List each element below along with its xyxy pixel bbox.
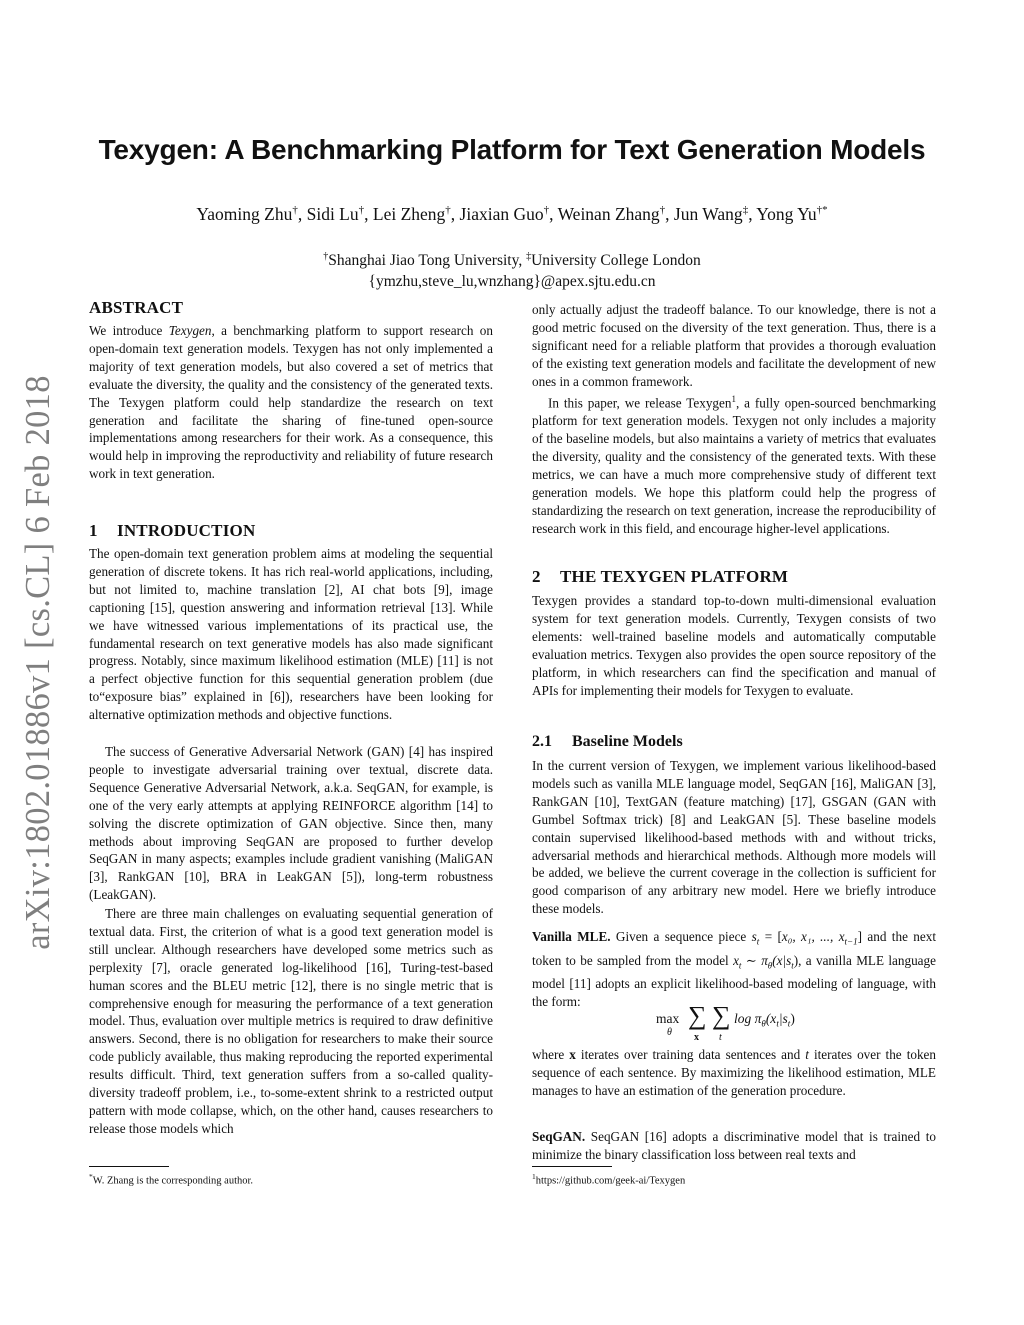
- intro-paragraph-1: The open-domain text generation problem aims at modeling the sequential generation of discrete tokens. It has rich real-world applications, including, but not limited to, machine translation [2], AI chat bots [9], image captioning [15], question answering and information retrieval [13]. While we have witnessed various implementations of its practical use, the fundamental research on text generative models has also made significant progress. Notably, since maximum likelihood estimation (MLE) [11] is not a perfect objective function for this sequential generation problem (due to“exposure bias” explained in [6]), researchers have been looking for alternative optimization methods and objective functions.: [89, 546, 493, 723]
- author: Yaoming Zhu†: [196, 204, 298, 224]
- section-1-heading: 1 INTRODUCTION: [89, 521, 256, 540]
- platform-paragraph: Texygen provides a standard top-to-down multi-dimensional evaluation system for text generation models. Currently, Texygen consists of two elements: well-trained baseline models and automatically computable evaluation metrics. Texygen also provides the open source repository of the platform, in which researchers can find the specification and manual of APIs for implementing their models for Texygen to evaluate.: [532, 593, 936, 698]
- footnote-rule: [532, 1166, 612, 1167]
- abstract-text: We introduce Texygen, a benchmarking platform to support research on open-domain text generation models. Texygen has not only implemented a majority of text generation models, but also covered a set of metrics that evaluate the diversity, the quality and the consistency of the generated texts. The Texygen platform could help standardize the research on text generation and facilitate the sharing of fine-tuned open-source implementations among researchers for their work. As a consequence, this would help in improving the reproductivity and reliability of future research work in text generation.: [89, 323, 493, 482]
- baseline-paragraph: In the current version of Texygen, we implement various likelihood-based models such as vanilla MLE language model, SeqGAN [16], MaliGAN [3], RankGAN [10], TextGAN (feature matching) [17], GSGAN (GAN with Gumbel Softmax trick) [8] and LeakGAN [5]. These baseline models contain supervised likelihood-based methods with and without tricks, adversarial methods and hierarchical methods. Although more models will be added, we believe the current coverage in the collection is sufficient for good comparison of any arbitrary new model. Here we briefly introduce these models.: [532, 758, 936, 917]
- intro-paragraph-4: only actually adjust the tradeoff balance. To our knowledge, there is not a good metric focused on the diversity of the text generation. Thus, there is a significant need for a reliable platform that provides a thorough evaluation of the existing text generation models and facilitate the development of new ones in a common framework.: [532, 302, 936, 389]
- intro-paragraph-3: There are three main challenges on evaluating sequential generation of textual data. First, the criterion of what is a good text generation model is still unclear. Although researchers have developed some metrics such as perplexity [7], oracle generated log-likelihood [16], Turing-test-based human scores and the BLEU metric [12], there is no single metric that is comprehensive enough for measuring the performance of a text generation model. Thus, evaluation over multiple metrics is required to draw definitive answers. Second, there is no obligation for researchers to make their source code publicly available, thus making reproducing the reported experimental results difficult. Third, text generation suffers from a so-called quality-diversity tradeoff problem, i.e., to-some-extent shrink to a restricted output pattern with mode collapse, which, on the other hand, causes researchers to release those models which: [89, 906, 493, 1136]
- author-emails: {ymzhu,steve_lu,wnzhang}@apex.sjtu.edu.cn: [368, 273, 656, 291]
- intro-paragraph-5: In this paper, we release Texygen$^1$, a fully open-sourced benchmarking platform for text generation models. Texygen not only includes a majority of the baseline models, but also maintains a variety of metrics that evaluates the diversity, quality and the consistency of the generated texts. With these metrics, we can have a much more comprehensive study of different text generation models. We hope this platform could help the progress of standardizing the research on text generation, increase the reproducibility of research work in this field, and encourage higher-level applications.: [532, 394, 937, 536]
- mle-explanation: where x iterates over training data sentences and t iterates over the token sequence of each sentence. By maximizing the likelihood estimation, MLE manages to have an estimation of the generation procedure.: [532, 1047, 936, 1098]
- footnote-rule: [89, 1166, 169, 1167]
- author-list: Yaoming Zhu†, Sidi Lu†, Lei Zheng†, Jiaxian Guo†, Weinan Zhang†, Jun Wang‡, Yong Yu†*: [196, 204, 828, 224]
- footnote-github: $^1$https://github.com/geek-ai/Texygen: [532, 1172, 686, 1187]
- section-2-1-heading: 2.1 Baseline Models: [532, 733, 683, 750]
- abstract-heading: ABSTRACT: [89, 298, 184, 317]
- footnote-corresponding: *W. Zhang is the corresponding author.: [89, 1172, 254, 1187]
- author: Weinan Zhang†: [557, 204, 666, 224]
- author: Jiaxian Guo†: [459, 204, 550, 224]
- section-2-heading: 2 THE TEXYGEN PLATFORM: [532, 567, 789, 586]
- vanilla-mle-paragraph: Vanilla MLE. Given a sequence piece $s_t = [x_0$, x₁, ..., $x_{t-1}$] and the next token to be sampled from the model $x_t$ ∼ $\pi_\theta(x|s_t)$, a vanilla MLE language model [11] adopts an explicit likelihood-based modeling of language, with the form:: [532, 929, 936, 1009]
- seqgan-paragraph: SeqGAN. SeqGAN [16] adopts a discriminative model that is trained to minimize the binary classification loss between real texts and: [532, 1129, 936, 1162]
- affiliations: [0, 246, 1024, 292]
- mle-formula: max θ ∑ x ∑ t $\log \pi_\theta(x_t|s_t)$: [656, 1001, 795, 1043]
- paper-title: Texygen: A Benchmarking Platform for Text Generation Models: [98, 134, 926, 165]
- arxiv-id: arXiv:1802.01886v1 [cs.CL] 6 Feb 2018: [18, 374, 57, 950]
- author: Lei Zheng†: [372, 204, 451, 224]
- affiliation-line: †Shanghai Jiao Tong University, ‡University College London: [323, 251, 701, 270]
- author: Yong Yu†*: [756, 204, 828, 224]
- arxiv-sidebar: [16, 366, 60, 958]
- author: Sidi Lu†: [306, 204, 365, 224]
- author: Jun Wang‡: [673, 204, 749, 224]
- intro-paragraph-2: The success of Generative Adversarial Network (GAN) [4] has inspired people to investigate adversarial training over textual, discrete data. Sequence Generative Adversarial Network, a.k.a. SeqGAN, for example, is one of the very early attempts at applying REINFORCE algorithm [14] to solving the discrete optimization of GAN objective. Since then, many methods about improving SeqGAN are proposed to further develop SeqGAN in many aspects; examples include gradient vanishing (MaliGAN [3], RankGAN [10], BRA in LeakGAN [5]), long-term robustness (LeakGAN).: [89, 744, 493, 903]
